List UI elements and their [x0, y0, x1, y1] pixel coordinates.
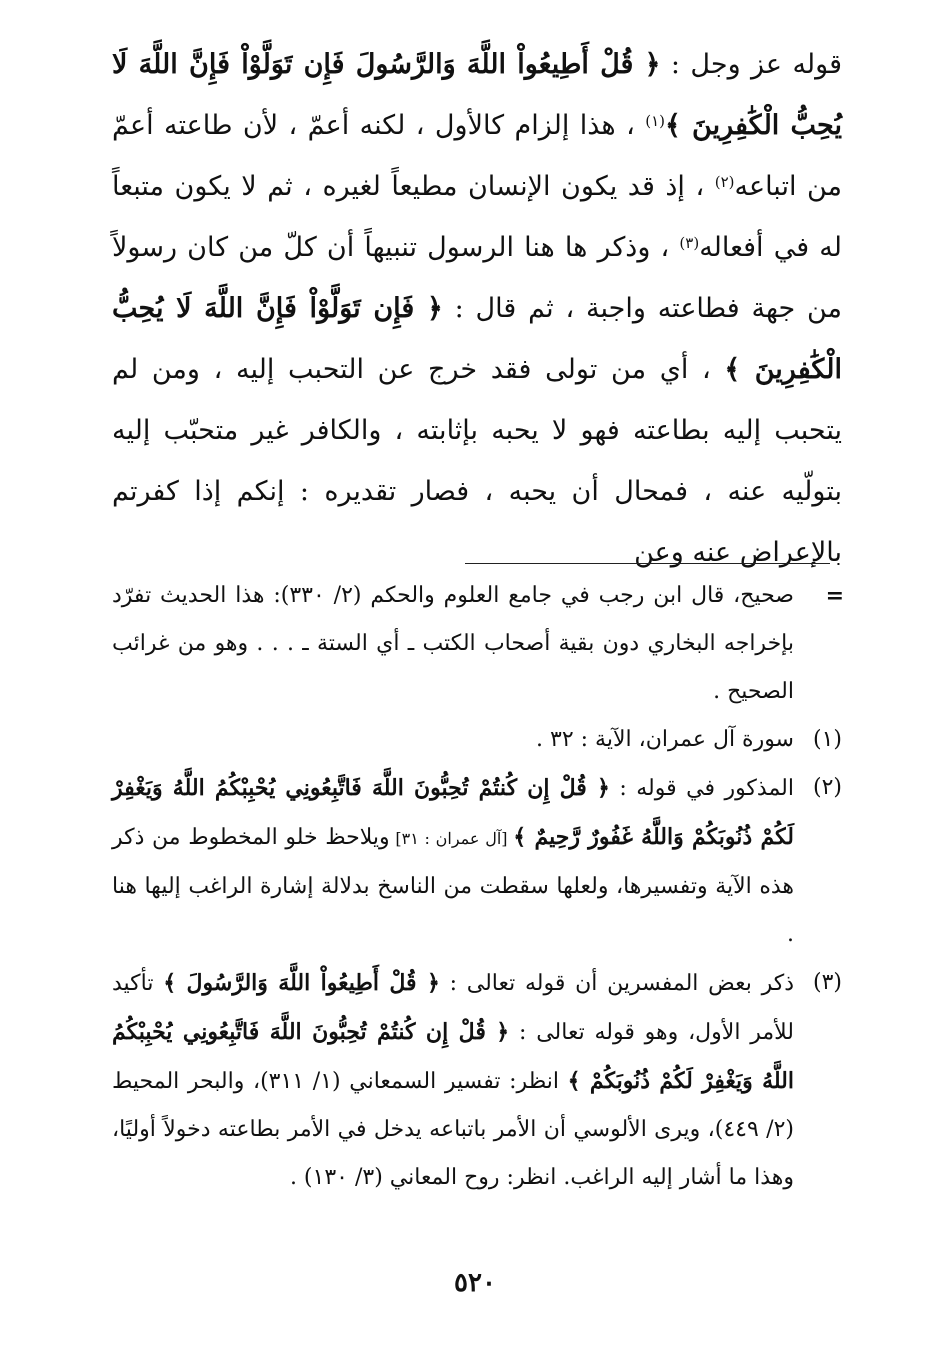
- footnote-ref-3[interactable]: (٣): [679, 234, 700, 252]
- footnote-text-part: المذكور في قوله :: [609, 776, 794, 801]
- footnote-marker: (٣): [812, 970, 842, 995]
- page-number: ٥٢٠: [454, 1268, 496, 1298]
- footnotes: [112, 572, 842, 1202]
- footnote-text: [112, 776, 794, 947]
- quran-verse: ﴿ قُلْ أَطِيعُواْ اللَّهَ وَالرَّسُولَ ﴾: [163, 970, 440, 996]
- quran-verse: ﴿ قُلْ إِن كُنتُمْ تُحِبُّونَ اللَّهَ فَاتَّبِعُونِي يُحْبِبْكُمُ اللَّهُ وَيَغْفِرْ لَكُمْ ذُنُوبَكُمْ ﴾: [112, 1019, 794, 1094]
- quran-verse: ﴿ قُلْ إِن كُنتُمْ تُحِبُّونَ اللَّهَ فَاتَّبِعُونِي يُحْبِبْكُمُ اللَّهُ وَيَغْفِرْ لَكُمْ ذُنُوبَكُمْ وَاللَّهُ غَفُورٌ رَّحِيمٌ ﴾: [112, 775, 795, 850]
- intro-text: قوله عز وجل :: [660, 49, 843, 80]
- footnote-ref-1[interactable]: (١): [645, 112, 665, 130]
- main-paragraph: [112, 34, 842, 583]
- footnote-text-part: انظر: تفسير السمعاني (١/ ٣١١)، والبحر المحيط (٢/ ٤٤٩)، ويرى الألوسي أن الأمر باتباعه يدخل في الأمر بطاعته دخولاً أوليًا، وهذا ما أشار إليه الراغب. انظر: روح المعاني (٣/ ١٣٠) .: [112, 1069, 794, 1190]
- footnote-marker: (٢): [812, 775, 842, 800]
- quran-verse: ﴿ فَإِن تَوَلَّوْاْ فَإِنَّ اللَّهَ لَا يُحِبُّ الْكَٰفِرِينَ ﴾: [112, 293, 843, 385]
- quran-verse: ﴿ قُلْ أَطِيعُواْ اللَّهَ وَالرَّسُولَ فَإِن تَوَلَّوْاْ فَإِنَّ اللَّهَ لَا يُحِبُّ الْكَٰفِرِينَ ﴾: [112, 49, 842, 141]
- footnote-marker: (١): [812, 727, 842, 752]
- commentary-text: ، هذا إلزام كالأول ، لكنه أعمّ ، لأن طاعته أعمّ من اتباعه: [112, 110, 843, 202]
- footnote-ref-2[interactable]: (٢): [714, 173, 735, 191]
- footnote-text: سورة آل عمران، الآية : ٣٢ .: [536, 727, 794, 752]
- continuation-marker: =: [825, 583, 844, 609]
- footnote-continuation: [112, 572, 842, 716]
- footnote-text: [112, 971, 794, 1190]
- footnote-text-part: ذكر بعض المفسرين أن قوله تعالى :: [439, 971, 794, 996]
- footnote-separator: [465, 563, 830, 564]
- footnote-text: صحيح، قال ابن رجب في جامع العلوم والحكم (٢/ ٣٣٠): هذا الحديث تفرّد بإخراجه البخاري دون بقية أصحاب الكتب ـ أي الستة ـ . . . وهو من غرائب الصحيح .: [112, 583, 794, 704]
- commentary-text: ، وذكر ها هنا الرسول تنبيهاً أن كلّ من كان رسولاً من جهة فطاعته واجبة ، ثم قال :: [112, 232, 843, 324]
- main-text: [112, 34, 842, 583]
- footnote-text-part: ويلاحظ خلو المخطوط من ذكر هذه الآية وتفسيرها، ولعلها سقطت من الناسخ بدلالة إشارة الراغب إليها هنا .: [112, 825, 794, 947]
- commentary-text: ، إذ قد يكون الإنسان مطيعاً لغيره ، ثم لا يكون متبعاً له في أفعاله: [112, 171, 842, 263]
- footnote-text-part: تأكيد للأمر الأول، وهو قوله تعالى :: [112, 971, 794, 1045]
- commentary-text: ، أي من تولى فقد خرج عن التحبب إليه ، ومن لم يتحبب إليه بطاعته فهو لا يحبه بإثابته ، والكافر غير متحبّب إليه بتولّيه عنه ، فمحال أن يحبه ، فصار تقديره : إنكم إذا كفرتم بالإعراض عنه وعن: [112, 354, 842, 568]
- footnote-3: [112, 959, 842, 1202]
- footnote-2: [112, 764, 842, 959]
- citation: [آل عمران : ٣١]: [389, 829, 514, 848]
- footnote-1: [112, 716, 842, 764]
